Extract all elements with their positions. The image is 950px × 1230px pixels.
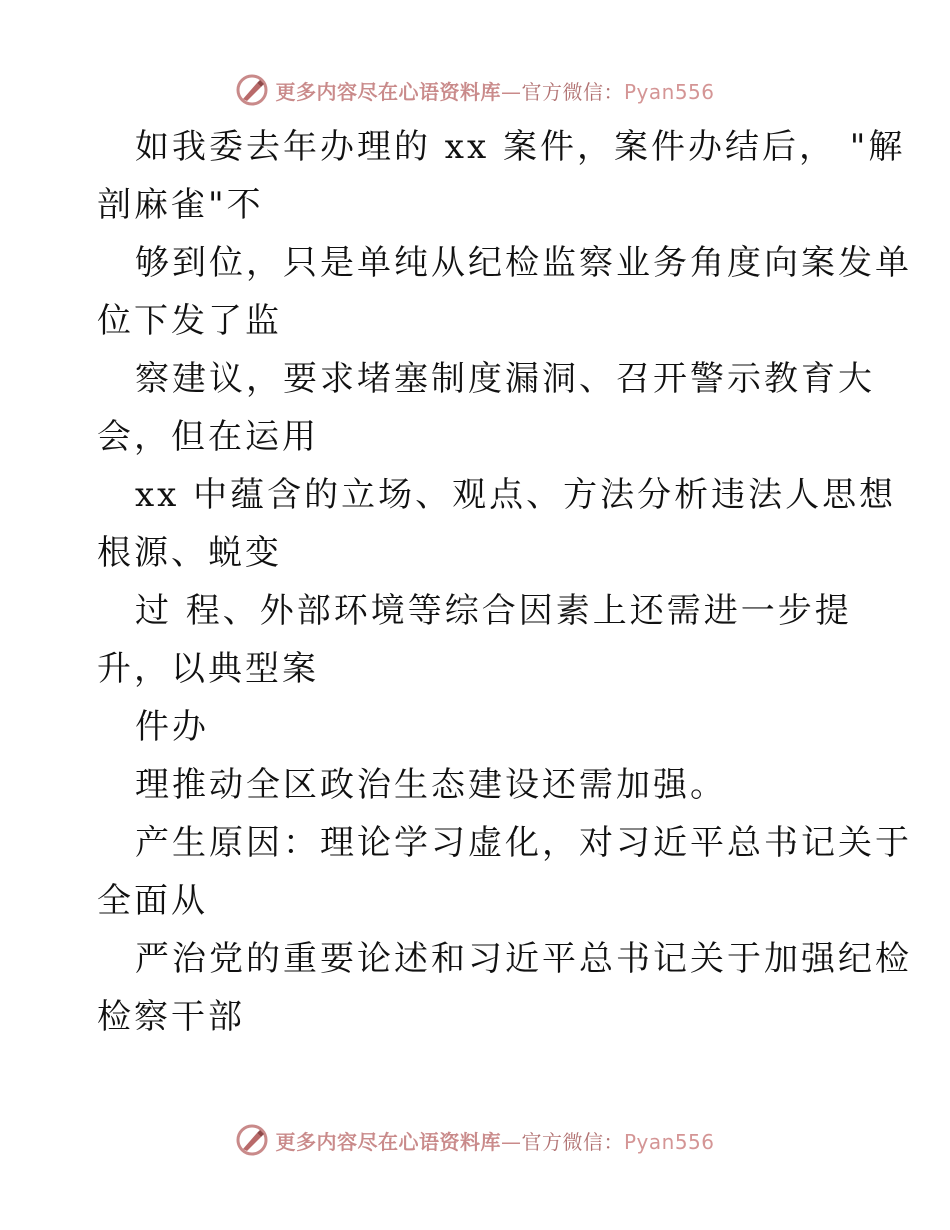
watermark-dash: —: [500, 79, 522, 104]
paragraph-line: 过 程、外部环境等综合因素上还需进一步提: [135, 591, 852, 631]
paragraph-line: 察建议，要求堵塞制度漏洞、召开警示教育大: [135, 359, 875, 399]
watermark-main: 更多内容尽在心语资料库: [275, 1129, 501, 1154]
pen-circle-logo-icon: [235, 73, 269, 107]
paragraph-line: xx 中蕴含的立场、观点、方法分析违法人思想: [135, 475, 897, 515]
watermark-wechat-label: 官方微信：: [521, 1129, 624, 1154]
watermark-dash: —: [500, 1129, 522, 1154]
paragraph-line: 位下发了监: [97, 301, 282, 341]
paragraph-line: 理推动全区政治生态建设还需加强。: [135, 765, 727, 805]
paragraph-line: 剖麻雀"不: [97, 185, 264, 225]
paragraph-line: 会，但在运用: [97, 417, 319, 457]
paragraph-line: 产生原因：理论学习虚化，对习近平总书记关于: [135, 823, 912, 863]
footer-watermark: [0, 1120, 950, 1160]
paragraph-line: 检察干部: [97, 997, 245, 1037]
watermark-text: [275, 76, 714, 105]
paragraph-line: 够到位，只是单纯从纪检监察业务角度向案发单: [135, 243, 912, 283]
watermark-wechat-label: 官方微信：: [521, 79, 624, 104]
paragraph-line: 根源、蜕变: [97, 533, 282, 573]
paragraph-line: 件办: [135, 707, 209, 747]
paragraph-line: 全面从: [97, 881, 208, 921]
watermark-main: 更多内容尽在心语资料库: [275, 79, 501, 104]
pen-circle-logo-icon: [235, 1123, 269, 1157]
header-watermark: [0, 70, 950, 110]
paragraph-line: 严治党的重要论述和习近平总书记关于加强纪检: [135, 939, 912, 979]
paragraph-line: 如我委去年办理的 xx 案件，案件办结后， "解: [135, 127, 906, 167]
watermark-wechat-id: Pyan556: [623, 1129, 715, 1154]
document-body: [97, 118, 912, 1046]
watermark-wechat-id: Pyan556: [623, 79, 715, 104]
watermark-text: [275, 1126, 714, 1155]
paragraph-line: 升，以典型案: [97, 649, 319, 689]
